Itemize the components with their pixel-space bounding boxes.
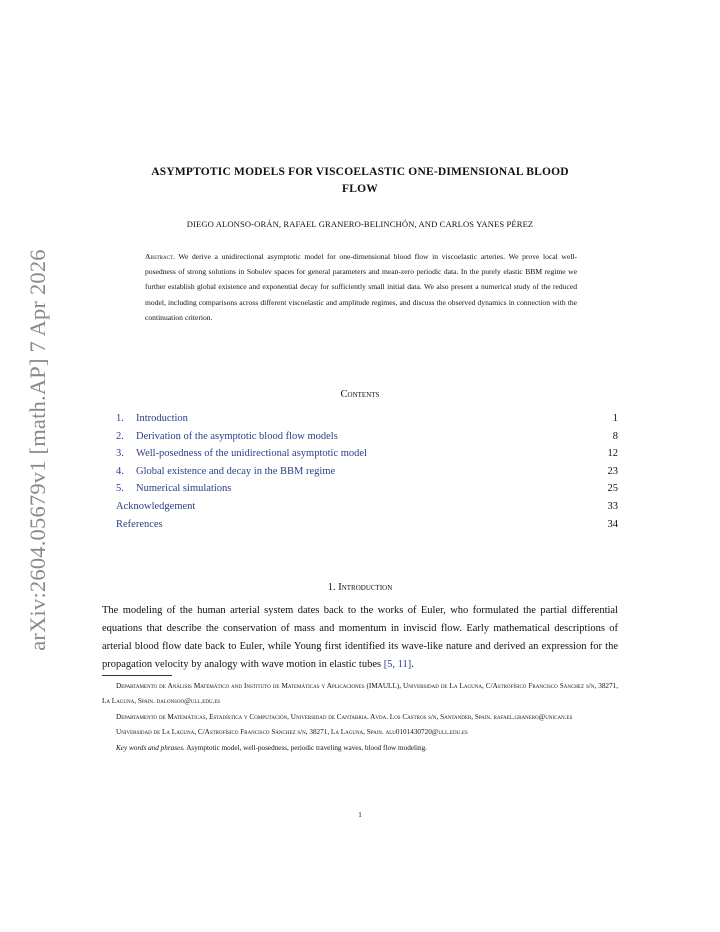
toc-page-number: 23 [607,465,618,477]
title-line-1: ASYMPTOTIC MODELS FOR VISCOELASTIC ONE-DIMENSIONAL BLOOD [151,166,569,178]
toc-entry-global-existence[interactable] [116,463,618,481]
toc-link[interactable]: Acknowledgement [116,500,196,512]
toc-link[interactable]: References [116,518,163,530]
affiliation-email[interactable]: dalonsoo@ull.edu.es [156,697,221,706]
arxiv-stamp [20,250,56,650]
toc-page-number: 8 [612,430,618,442]
toc-link[interactable] [116,463,335,481]
abstract-label: Abstract. [145,252,175,261]
toc-link[interactable] [116,445,367,463]
toc-title: Introduction [136,413,188,424]
toc-entry-acknowledgement[interactable] [116,498,618,516]
toc-title: Numerical simulations [136,483,232,495]
toc-title: Well-posedness of the unidirectional asymptotic model [136,448,367,460]
intro-text: The modeling of the human arterial system dates back to the works of Euler, who formulated the partial differential equations that describe the conservation of mass and momentum in inviscid flow. Early mathematical descriptions of arterial blood flow date back to Euler, while Young first identified its wave-like nature and derived an expression for the propagation velocity by analogy with wave motion in elastic tubes [102,605,618,670]
footnote-rule [102,675,172,676]
toc-page-number: 25 [607,483,618,495]
toc-page-number: 33 [607,500,618,512]
toc-title: Derivation of the asymptotic blood flow models [136,430,338,442]
toc-entry-introduction[interactable] [116,410,618,428]
toc-entry-well-posedness[interactable] [116,445,618,463]
toc-page-number: 34 [607,518,618,530]
section-heading: 1. Introduction [327,582,393,593]
abstract-text: We derive a unidirectional asymptotic model for one-dimensional blood flow in viscoelastic arteries. We prove local well-posedness of strong solutions in Sobolev spaces for general parameters and mean-zero periodic data. In the purely elastic BBM regime we further establish global existence and exponential decay for sufficiently small initial data. We also present a numerical study of the reduced model, including comparisons across different viscoelastic and amplitude regimes, and discuss the observed dynamics in connection with the continuation criterion. [145,252,577,322]
author-list: DIEGO ALONSO-ORÁN, RAFAEL GRANERO-BELINCHÓN, AND CARLOS YANES PÉREZ [186,219,534,229]
keywords-text: Asymptotic model, well-posedness, periodic traveling waves, blood flow modeling. [186,743,427,752]
toc-link[interactable] [116,410,188,428]
toc-link[interactable] [116,428,338,446]
toc-number: 3. [116,448,124,460]
title-line-2: FLOW [342,183,378,195]
affiliation-text: Departamento de Análisis Matemático and Instituto de Matemáticas y Aplicaciones (IMAULL), Universidad de La Laguna, C/Astrofísico Francisco Sánchez s/n, 38271, La Laguna, Spain. [102,682,618,706]
keywords [102,741,618,756]
toc-entry-numerical-simulations[interactable] [116,480,618,498]
citation-link[interactable]: [5, 11] [383,659,412,670]
toc-page-number: 1 [612,413,618,424]
paper-title [110,164,610,198]
intro-paragraph [102,602,618,674]
toc-link[interactable] [116,480,231,498]
intro-end: . [411,659,414,670]
toc-number: 2. [116,430,124,442]
affiliation-1 [102,679,618,710]
keywords-label: Key words and phrases. [116,743,185,752]
toc-number: 1. [116,413,124,424]
abstract [145,249,577,325]
affiliation-text: Universidad de La Laguna, C/Astrofísico Francisco Sánchez s/n, 38271, La Laguna, Spain. [116,728,384,737]
toc-page-number: 12 [607,448,618,460]
affiliation-3 [102,725,618,740]
contents-heading: Contents [340,389,380,400]
affiliation-text: Departamento de Matemáticas, Estadística y Computación, Universidad de Cantabria. Avda. Los Castros s/n, Santander, Spain. [116,712,492,721]
toc-title: Global existence and decay in the BBM regime [136,465,336,477]
toc-number: 4. [116,465,124,477]
toc-number: 5. [116,483,124,495]
table-of-contents [116,410,618,533]
affiliations [102,679,618,756]
affiliation-email[interactable]: alu0101430720@ull.edu.es [385,728,468,737]
arxiv-identifier: arXiv:2604.05679v1 [math.AP] 7 Apr 2026 [25,249,50,651]
affiliation-email[interactable]: rafael.granero@unican.es [493,712,573,721]
page-number: 1 [358,810,362,819]
toc-entry-derivation[interactable] [116,428,618,446]
toc-entry-references[interactable] [116,516,618,534]
affiliation-2 [102,710,618,725]
